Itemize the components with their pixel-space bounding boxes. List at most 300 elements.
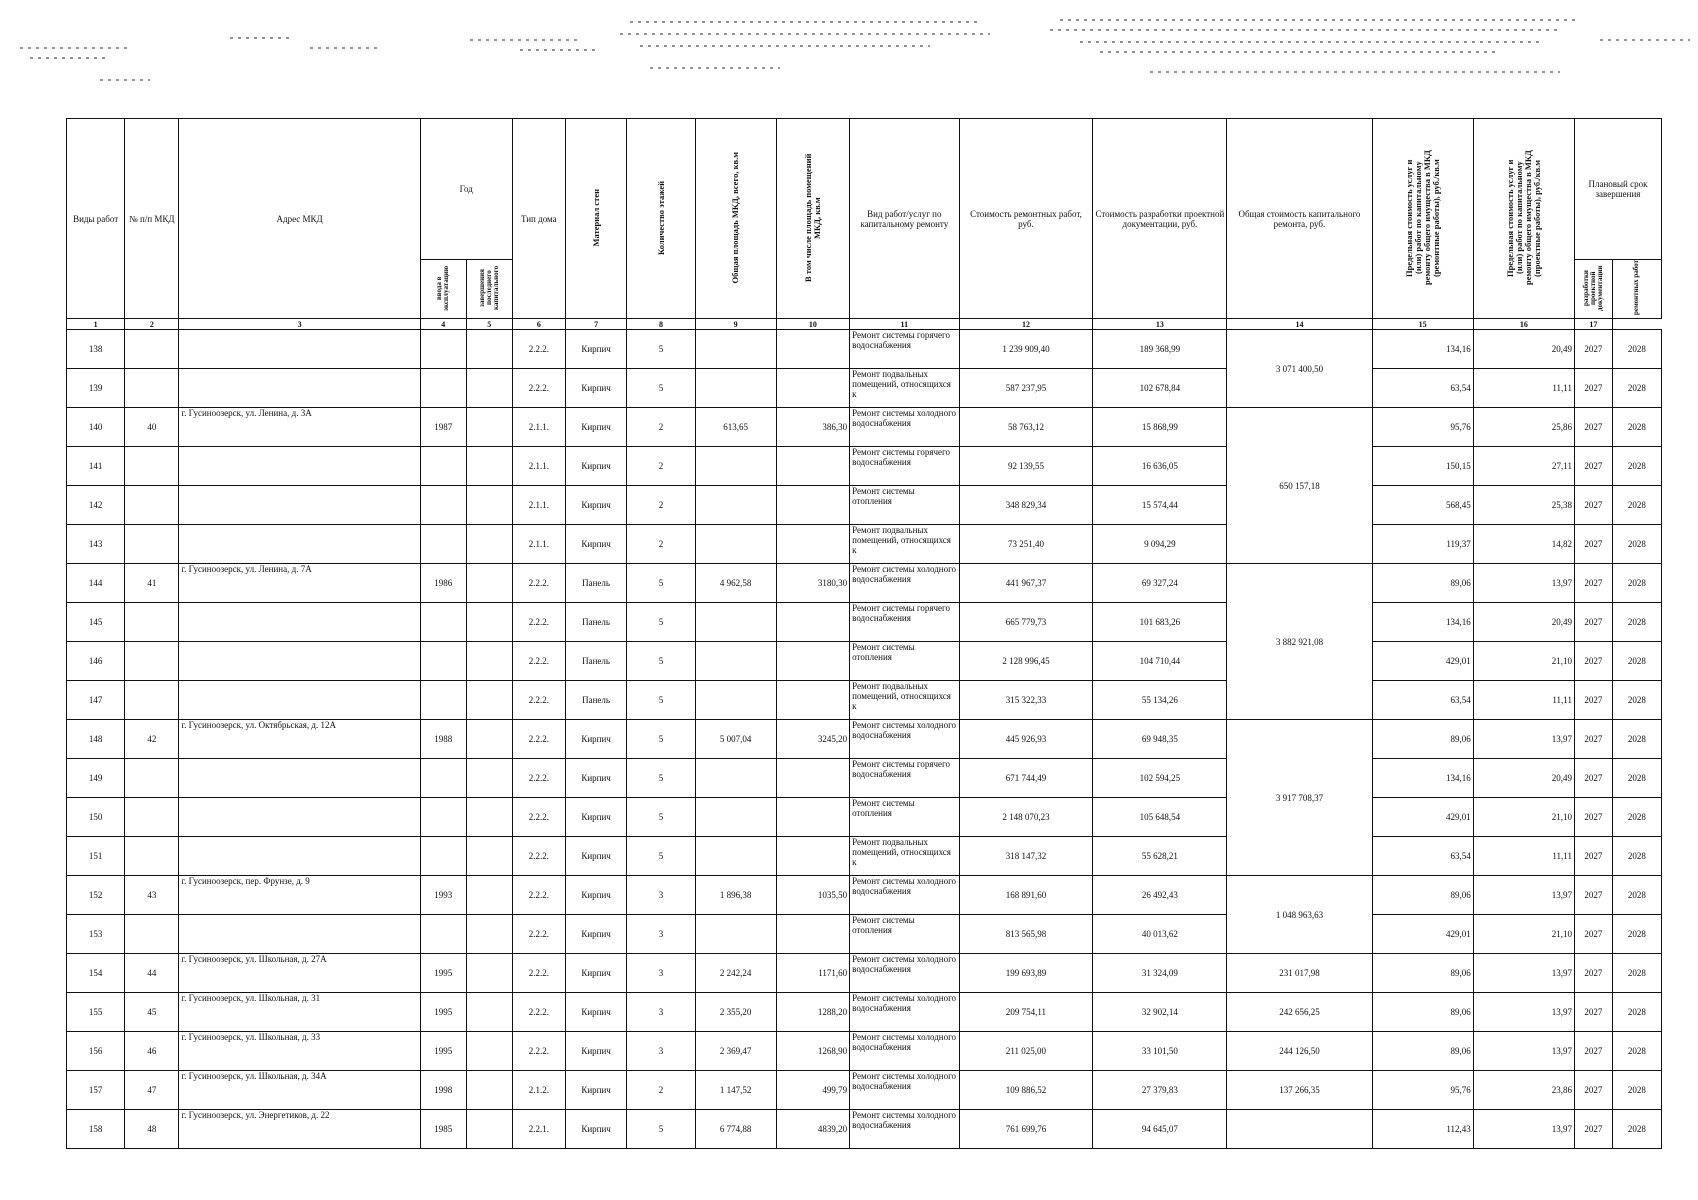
house-type-cell: 2.1.1.: [512, 486, 565, 525]
floors-cell: 5: [627, 681, 696, 720]
year-last-repair-cell: [466, 564, 512, 603]
row-number-cell: 156: [67, 1032, 125, 1071]
address-cell: [179, 759, 420, 798]
floors-cell: 2: [627, 408, 696, 447]
work-kind-cell: Ремонт системы холодного водоснабжения: [850, 876, 959, 915]
col-header-floors: Количество этажей: [627, 119, 696, 319]
total-area-cell: [695, 603, 776, 642]
mkd-number-cell: 43: [125, 876, 179, 915]
premises-area-cell: [776, 915, 850, 954]
row-number-cell: 157: [67, 1071, 125, 1110]
work-kind-cell: Ремонт системы горячего водоснабжения: [850, 759, 959, 798]
address-cell: г. Гусиноозерск, ул. Школьная, д. 33: [179, 1032, 420, 1071]
limit-design-cell: 13,97: [1473, 1032, 1574, 1071]
work-kind-cell: Ремонт системы отопления: [850, 798, 959, 837]
limit-repair-cell: 112,43: [1372, 1110, 1473, 1149]
house-type-cell: 2.2.2.: [512, 798, 565, 837]
design-cost-cell: 101 683,26: [1093, 603, 1227, 642]
limit-design-cell: 23,86: [1473, 1071, 1574, 1110]
limit-design-cell: 13,97: [1473, 993, 1574, 1032]
mkd-number-cell: [125, 642, 179, 681]
design-cost-cell: 32 902,14: [1093, 993, 1227, 1032]
mkd-number-cell: [125, 603, 179, 642]
year-commission-cell: [420, 837, 466, 876]
year-last-repair-cell: [466, 447, 512, 486]
scan-noise-header: [0, 0, 1698, 90]
total-cost-cell: [1227, 1110, 1372, 1149]
table-row: [67, 954, 1662, 993]
premises-area-cell: 1268,90: [776, 1032, 850, 1071]
total-cost-cell: 1 048 963,63: [1227, 876, 1372, 954]
limit-repair-cell: 89,06: [1372, 720, 1473, 759]
floors-cell: 3: [627, 954, 696, 993]
total-area-cell: [695, 837, 776, 876]
repair-cost-cell: 209 754,11: [959, 993, 1093, 1032]
work-kind-cell: Ремонт подвальных помещений, относящихся к: [850, 837, 959, 876]
limit-design-cell: 13,97: [1473, 1110, 1574, 1149]
col-number: 16: [1473, 319, 1574, 330]
repair-cost-cell: 109 886,52: [959, 1071, 1093, 1110]
repair-cost-cell: 211 025,00: [959, 1032, 1093, 1071]
work-kind-cell: Ремонт системы холодного водоснабжения: [850, 1071, 959, 1110]
house-type-cell: 2.1.2.: [512, 1071, 565, 1110]
year-commission-cell: [420, 330, 466, 369]
floors-cell: 3: [627, 915, 696, 954]
mkd-number-cell: [125, 915, 179, 954]
wall-material-cell: Кирпич: [565, 408, 626, 447]
design-cost-cell: 55 134,26: [1093, 681, 1227, 720]
table-row: [67, 1071, 1662, 1110]
limit-repair-cell: 95,76: [1372, 408, 1473, 447]
deadline-design-cell: 2027: [1574, 369, 1612, 408]
limit-repair-cell: 429,01: [1372, 642, 1473, 681]
table-row: [67, 720, 1662, 759]
limit-design-cell: 21,10: [1473, 915, 1574, 954]
repair-cost-cell: 445 926,93: [959, 720, 1093, 759]
year-last-repair-cell: [466, 369, 512, 408]
address-cell: [179, 642, 420, 681]
col-number: 11: [850, 319, 959, 330]
col-header-limit-design: Предельная стоимость услуг и (или) работ по капитальному ремонту общего имущества в МКД (проектные работы), руб./кв.м: [1473, 119, 1574, 319]
address-cell: [179, 447, 420, 486]
design-cost-cell: 94 645,07: [1093, 1110, 1227, 1149]
deadline-design-cell: 2027: [1574, 1071, 1612, 1110]
total-cost-cell: 231 017,98: [1227, 954, 1372, 993]
limit-repair-cell: 63,54: [1372, 369, 1473, 408]
year-last-repair-cell: [466, 915, 512, 954]
design-cost-cell: 16 636,05: [1093, 447, 1227, 486]
limit-design-cell: 11,11: [1473, 369, 1574, 408]
work-kind-cell: Ремонт системы холодного водоснабжения: [850, 564, 959, 603]
floors-cell: 2: [627, 525, 696, 564]
deadline-design-cell: 2027: [1574, 837, 1612, 876]
year-commission-cell: 1985: [420, 1110, 466, 1149]
year-commission-cell: [420, 525, 466, 564]
row-number-cell: 146: [67, 642, 125, 681]
table-body: [67, 330, 1662, 1149]
limit-design-cell: 20,49: [1473, 759, 1574, 798]
mkd-number-cell: [125, 759, 179, 798]
deadline-repair-cell: 2028: [1612, 1071, 1661, 1110]
mkd-number-cell: [125, 837, 179, 876]
wall-material-cell: Кирпич: [565, 1110, 626, 1149]
year-last-repair-cell: [466, 1110, 512, 1149]
premises-area-cell: 4839,20: [776, 1110, 850, 1149]
premises-area-cell: [776, 447, 850, 486]
premises-area-cell: 3180,30: [776, 564, 850, 603]
floors-cell: 5: [627, 759, 696, 798]
limit-repair-cell: 150,15: [1372, 447, 1473, 486]
address-cell: [179, 915, 420, 954]
mkd-number-cell: [125, 798, 179, 837]
floors-cell: 5: [627, 564, 696, 603]
house-type-cell: 2.2.1.: [512, 1110, 565, 1149]
premises-area-cell: 1171,60: [776, 954, 850, 993]
address-cell: г. Гусиноозерск, ул. Ленина, д. 3А: [179, 408, 420, 447]
house-type-cell: 2.2.2.: [512, 915, 565, 954]
floors-cell: 3: [627, 876, 696, 915]
total-area-cell: [695, 330, 776, 369]
year-last-repair-cell: [466, 759, 512, 798]
design-cost-cell: 102 594,25: [1093, 759, 1227, 798]
year-last-repair-cell: [466, 642, 512, 681]
deadline-design-cell: 2027: [1574, 993, 1612, 1032]
mkd-number-cell: 42: [125, 720, 179, 759]
table-row: [67, 1110, 1662, 1149]
limit-repair-cell: 95,76: [1372, 1071, 1473, 1110]
repair-cost-cell: 761 699,76: [959, 1110, 1093, 1149]
row-number-cell: 154: [67, 954, 125, 993]
deadline-design-cell: 2027: [1574, 642, 1612, 681]
house-type-cell: 2.2.2.: [512, 1032, 565, 1071]
total-area-cell: 1 896,38: [695, 876, 776, 915]
deadline-repair-cell: 2028: [1612, 642, 1661, 681]
col-number: 15: [1372, 319, 1473, 330]
repair-cost-cell: 2 128 996,45: [959, 642, 1093, 681]
premises-area-cell: [776, 681, 850, 720]
repair-cost-cell: 441 967,37: [959, 564, 1093, 603]
limit-design-cell: 13,97: [1473, 564, 1574, 603]
deadline-design-cell: 2027: [1574, 525, 1612, 564]
work-kind-cell: Ремонт системы холодного водоснабжения: [850, 1032, 959, 1071]
limit-repair-cell: 429,01: [1372, 915, 1473, 954]
deadline-design-cell: 2027: [1574, 720, 1612, 759]
year-commission-cell: 1993: [420, 876, 466, 915]
repair-cost-cell: 168 891,60: [959, 876, 1093, 915]
year-last-repair-cell: [466, 798, 512, 837]
address-cell: [179, 837, 420, 876]
total-area-cell: [695, 915, 776, 954]
limit-design-cell: 21,10: [1473, 798, 1574, 837]
address-cell: г. Гусиноозерск, ул. Ленина, д. 7А: [179, 564, 420, 603]
total-area-cell: 5 007,04: [695, 720, 776, 759]
address-cell: [179, 798, 420, 837]
total-area-cell: 4 962,58: [695, 564, 776, 603]
address-cell: г. Гусиноозерск, ул. Школьная, д. 31: [179, 993, 420, 1032]
premises-area-cell: 386,30: [776, 408, 850, 447]
repair-cost-cell: 58 763,12: [959, 408, 1093, 447]
repair-cost-cell: 813 565,98: [959, 915, 1093, 954]
design-cost-cell: 15 868,99: [1093, 408, 1227, 447]
house-type-cell: 2.2.2.: [512, 720, 565, 759]
wall-material-cell: Кирпич: [565, 837, 626, 876]
house-type-cell: 2.2.2.: [512, 954, 565, 993]
repair-cost-cell: 315 322,33: [959, 681, 1093, 720]
address-cell: [179, 486, 420, 525]
deadline-repair-cell: 2028: [1612, 720, 1661, 759]
year-last-repair-cell: [466, 837, 512, 876]
col-header-repair-cost: Стоимость ремонтных работ, руб.: [959, 119, 1093, 319]
table-row: [67, 837, 1662, 876]
repair-cost-cell: 665 779,73: [959, 603, 1093, 642]
address-cell: [179, 330, 420, 369]
limit-repair-cell: 568,45: [1372, 486, 1473, 525]
col-header-wall-material: Материал стен: [565, 119, 626, 319]
address-cell: [179, 369, 420, 408]
limit-repair-cell: 89,06: [1372, 954, 1473, 993]
col-header-house-type: Тип дома: [512, 119, 565, 319]
deadline-design-cell: 2027: [1574, 408, 1612, 447]
total-area-cell: 1 147,52: [695, 1071, 776, 1110]
premises-area-cell: [776, 603, 850, 642]
year-commission-cell: [420, 642, 466, 681]
wall-material-cell: Кирпич: [565, 1032, 626, 1071]
col-number: 6: [512, 319, 565, 330]
floors-cell: 5: [627, 1110, 696, 1149]
deadline-repair-cell: 2028: [1612, 954, 1661, 993]
address-cell: г. Гусиноозерск, ул. Энергетиков, д. 22: [179, 1110, 420, 1149]
deadline-repair-cell: 2028: [1612, 603, 1661, 642]
work-kind-cell: Ремонт подвальных помещений, относящихся к: [850, 681, 959, 720]
wall-material-cell: Кирпич: [565, 720, 626, 759]
house-type-cell: 2.2.2.: [512, 993, 565, 1032]
deadline-design-cell: 2027: [1574, 330, 1612, 369]
row-number-cell: 151: [67, 837, 125, 876]
deadline-repair-cell: 2028: [1612, 330, 1661, 369]
wall-material-cell: Кирпич: [565, 525, 626, 564]
mkd-number-cell: [125, 447, 179, 486]
house-type-cell: 2.2.2.: [512, 369, 565, 408]
limit-design-cell: 14,82: [1473, 525, 1574, 564]
design-cost-cell: 31 324,09: [1093, 954, 1227, 993]
limit-repair-cell: 89,06: [1372, 1032, 1473, 1071]
year-last-repair-cell: [466, 993, 512, 1032]
premises-area-cell: [776, 369, 850, 408]
mkd-number-cell: 47: [125, 1071, 179, 1110]
work-kind-cell: Ремонт системы отопления: [850, 915, 959, 954]
premises-area-cell: [776, 642, 850, 681]
row-number-cell: 139: [67, 369, 125, 408]
work-kind-cell: Ремонт системы холодного водоснабжения: [850, 954, 959, 993]
repair-cost-cell: 671 744,49: [959, 759, 1093, 798]
table-row: [67, 915, 1662, 954]
col-number: 2: [125, 319, 179, 330]
deadline-repair-cell: 2028: [1612, 486, 1661, 525]
col-number: 7: [565, 319, 626, 330]
house-type-cell: 2.2.2.: [512, 837, 565, 876]
deadline-repair-cell: 2028: [1612, 369, 1661, 408]
table-row: [67, 993, 1662, 1032]
col-number: 1: [67, 319, 125, 330]
address-cell: г. Гусиноозерск, пер. Фрунзе, д. 9: [179, 876, 420, 915]
deadline-design-cell: 2027: [1574, 1110, 1612, 1149]
total-cost-cell: 244 126,50: [1227, 1032, 1372, 1071]
mkd-number-cell: 40: [125, 408, 179, 447]
col-number: 13: [1093, 319, 1227, 330]
mkd-number-cell: 45: [125, 993, 179, 1032]
deadline-design-cell: 2027: [1574, 876, 1612, 915]
mkd-number-cell: 41: [125, 564, 179, 603]
work-kind-cell: Ремонт системы холодного водоснабжения: [850, 993, 959, 1032]
table-row: [67, 1032, 1662, 1071]
total-area-cell: [695, 486, 776, 525]
deadline-repair-cell: 2028: [1612, 876, 1661, 915]
mkd-number-cell: [125, 330, 179, 369]
repair-cost-cell: 199 693,89: [959, 954, 1093, 993]
deadline-repair-cell: 2028: [1612, 564, 1661, 603]
col-number: 14: [1227, 319, 1372, 330]
house-type-cell: 2.2.2.: [512, 564, 565, 603]
col-header-deadline: Плановый срок завершения: [1574, 119, 1661, 260]
row-number-cell: 143: [67, 525, 125, 564]
col-header-address: Адрес МКД: [179, 119, 420, 319]
col-header-work-kind: Вид работ/услуг по капитальному ремонту: [850, 119, 959, 319]
address-cell: [179, 525, 420, 564]
year-last-repair-cell: [466, 954, 512, 993]
year-last-repair-cell: [466, 876, 512, 915]
design-cost-cell: 69 948,35: [1093, 720, 1227, 759]
col-number: 10: [776, 319, 850, 330]
total-area-cell: [695, 525, 776, 564]
repair-cost-cell: 348 829,34: [959, 486, 1093, 525]
col-number: 3: [179, 319, 420, 330]
limit-design-cell: 13,97: [1473, 954, 1574, 993]
deadline-design-cell: 2027: [1574, 486, 1612, 525]
wall-material-cell: Панель: [565, 681, 626, 720]
limit-design-cell: 21,10: [1473, 642, 1574, 681]
house-type-cell: 2.2.2.: [512, 330, 565, 369]
limit-design-cell: 25,86: [1473, 408, 1574, 447]
limit-design-cell: 11,11: [1473, 837, 1574, 876]
total-cost-cell: 3 882 921,08: [1227, 564, 1372, 720]
house-type-cell: 2.1.1.: [512, 408, 565, 447]
wall-material-cell: Кирпич: [565, 369, 626, 408]
limit-design-cell: 20,49: [1473, 603, 1574, 642]
row-number-cell: 149: [67, 759, 125, 798]
mkd-number-cell: 48: [125, 1110, 179, 1149]
row-number-cell: 147: [67, 681, 125, 720]
year-commission-cell: 1995: [420, 954, 466, 993]
table-row: [67, 876, 1662, 915]
col-header-premises-area: В том числе площадь помещений МКД, кв.м: [776, 119, 850, 319]
year-commission-cell: [420, 486, 466, 525]
floors-cell: 5: [627, 369, 696, 408]
year-commission-cell: 1998: [420, 1071, 466, 1110]
floors-cell: 5: [627, 720, 696, 759]
year-last-repair-cell: [466, 1032, 512, 1071]
repair-cost-cell: 2 148 070,23: [959, 798, 1093, 837]
premises-area-cell: 499,79: [776, 1071, 850, 1110]
mkd-number-cell: [125, 369, 179, 408]
total-area-cell: 2 369,47: [695, 1032, 776, 1071]
col-header-total-area: Общая площадь МКД, всего, кв.м: [695, 119, 776, 319]
col-header-design-cost: Стоимость разработки проектной документации, руб.: [1093, 119, 1227, 319]
col-number: 8: [627, 319, 696, 330]
year-commission-cell: [420, 759, 466, 798]
year-commission-cell: [420, 369, 466, 408]
table-row: [67, 486, 1662, 525]
design-cost-cell: 27 379,83: [1093, 1071, 1227, 1110]
year-commission-cell: 1988: [420, 720, 466, 759]
table-row: [67, 447, 1662, 486]
wall-material-cell: Кирпич: [565, 447, 626, 486]
row-number-cell: 144: [67, 564, 125, 603]
table-row: [67, 759, 1662, 798]
mkd-number-cell: 44: [125, 954, 179, 993]
mkd-number-cell: [125, 525, 179, 564]
premises-area-cell: [776, 837, 850, 876]
design-cost-cell: 15 574,44: [1093, 486, 1227, 525]
limit-design-cell: 20,49: [1473, 330, 1574, 369]
deadline-repair-cell: 2028: [1612, 681, 1661, 720]
floors-cell: 2: [627, 447, 696, 486]
col-header-year-last-repair: завершения последнего капитального: [466, 260, 512, 319]
col-header-mkd-number: № п/п МКД: [125, 119, 179, 319]
total-cost-cell: 3 917 708,37: [1227, 720, 1372, 876]
house-type-cell: 2.2.2.: [512, 876, 565, 915]
house-type-cell: 2.2.2.: [512, 759, 565, 798]
total-area-cell: 613,65: [695, 408, 776, 447]
total-area-cell: [695, 681, 776, 720]
row-number-cell: 150: [67, 798, 125, 837]
table-row: [67, 798, 1662, 837]
col-header-year: Год: [420, 119, 512, 260]
year-commission-cell: 1995: [420, 993, 466, 1032]
limit-repair-cell: 134,16: [1372, 330, 1473, 369]
deadline-design-cell: 2027: [1574, 1032, 1612, 1071]
premises-area-cell: [776, 798, 850, 837]
year-commission-cell: [420, 915, 466, 954]
deadline-repair-cell: 2028: [1612, 447, 1661, 486]
col-header-year-commission: ввода в эксплуатацию: [420, 260, 466, 319]
row-number-cell: 158: [67, 1110, 125, 1149]
deadline-design-cell: 2027: [1574, 759, 1612, 798]
address-cell: г. Гусиноозерск, ул. Школьная, д. 27А: [179, 954, 420, 993]
row-number-cell: 142: [67, 486, 125, 525]
col-number: 12: [959, 319, 1093, 330]
design-cost-cell: 105 648,54: [1093, 798, 1227, 837]
total-area-cell: [695, 369, 776, 408]
repair-cost-cell: 92 139,55: [959, 447, 1093, 486]
row-number-cell: 155: [67, 993, 125, 1032]
limit-design-cell: 13,97: [1473, 720, 1574, 759]
total-area-cell: [695, 798, 776, 837]
house-type-cell: 2.2.2.: [512, 642, 565, 681]
floors-cell: 5: [627, 603, 696, 642]
row-number-cell: 141: [67, 447, 125, 486]
col-header-work-type: Виды работ: [67, 119, 125, 319]
year-commission-cell: [420, 681, 466, 720]
deadline-design-cell: 2027: [1574, 798, 1612, 837]
premises-area-cell: [776, 486, 850, 525]
total-cost-cell: 3 071 400,50: [1227, 330, 1372, 408]
table-row: [67, 681, 1662, 720]
limit-repair-cell: 89,06: [1372, 993, 1473, 1032]
limit-repair-cell: 429,01: [1372, 798, 1473, 837]
limit-design-cell: 27,11: [1473, 447, 1574, 486]
total-cost-cell: 650 157,18: [1227, 408, 1372, 564]
year-last-repair-cell: [466, 525, 512, 564]
